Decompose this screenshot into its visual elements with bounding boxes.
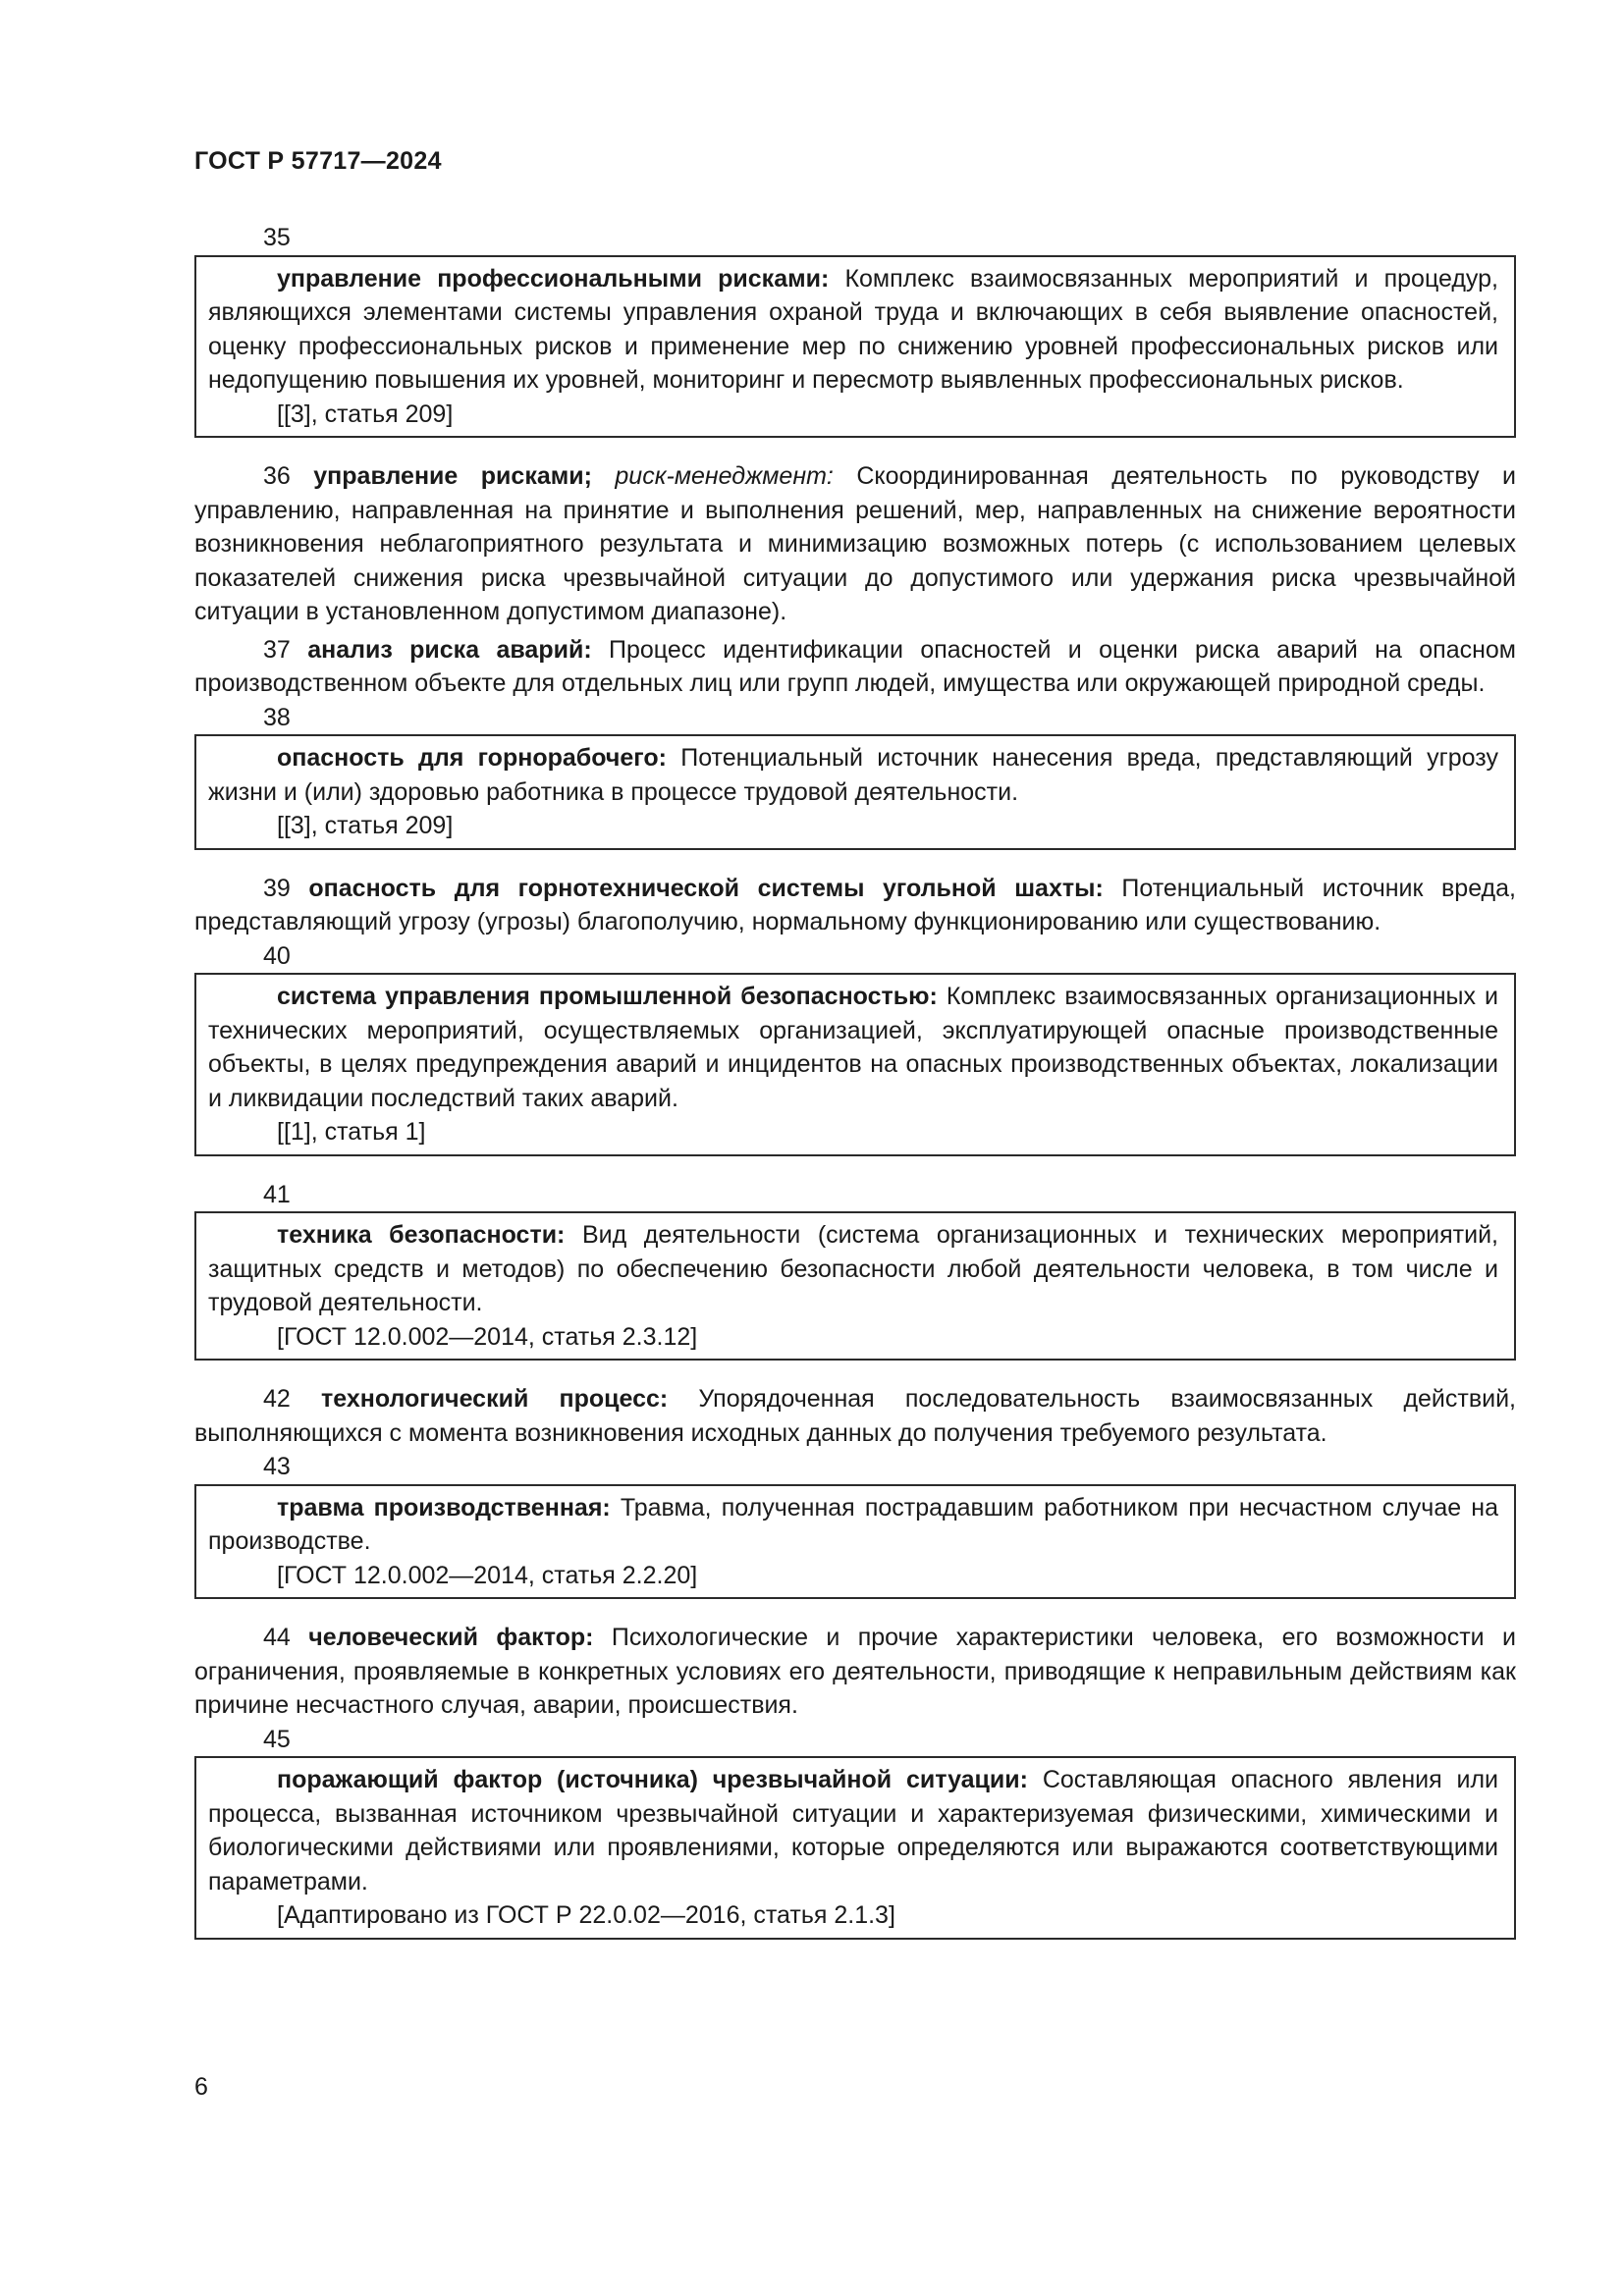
term-source: [Адаптировано из ГОСТ Р 22.0.02—2016, статья 2.1.3] xyxy=(277,1901,895,1929)
term-title: система управления промышленной безопасностью: xyxy=(277,983,938,1010)
term-title: опасность для горнорабочего: xyxy=(277,744,667,772)
term-title: управление профессиональными рисками: xyxy=(277,264,830,293)
quoted-term-box xyxy=(194,734,1516,850)
entry-number: 43 xyxy=(263,1453,291,1480)
term-title: техника безопасности: xyxy=(277,1221,566,1249)
document-header: ГОСТ Р 57717—2024 xyxy=(194,147,442,175)
term-title: человеческий фактор: xyxy=(308,1624,594,1651)
term-source: [[1], статья 1] xyxy=(277,1118,426,1146)
term-definition: поражающий фактор (источника) чрезвычайной ситуации: Составляющая опасного явления или процесса, вызванная источником чрезвычайной ситуации и характеризуемая физическими, химическими и биологическими действиями или проявлениями, которые определяются или выражаются соответствующими параметрами. xyxy=(208,1766,1499,1896)
entry-number: 35 xyxy=(263,224,291,251)
term-definition: 36 управление рисками; риск-менеджмент: Скоординированная деятельность по руководству и управлению, направленная на принятие и выполнения решений, мер, направленных на снижение вероятности возникновения неблагоприятного результата и минимизацию возможных потерь (с использованием целевых показателей снижения риска чрезвычайной ситуации до допустимого или удержания риска чрезвычайной ситуации в установленном допустимом диапазоне). xyxy=(194,462,1517,625)
page-number: 6 xyxy=(194,2073,208,2101)
entry-number: 38 xyxy=(263,703,291,731)
terms-list xyxy=(194,221,1516,1940)
quoted-term-box xyxy=(194,255,1516,439)
term-definition: 44 человеческий фактор: Психологические и прочие характеристики человека, его возможности и ограничения, проявляемые в конкретных условиях его деятельности, приводящие к неправильным действиям как причине несчастного случая, аварии, происшествия. xyxy=(194,1624,1516,1719)
term-definition: травма производственная: Травма, полученная пострадавшим работником при несчастном случае на производстве. xyxy=(208,1493,1498,1555)
term-definition: 42 технологический процесс: Упорядоченная последовательность взаимосвязанных действий, выполняющихся с момента возникновения исходных данных до получения требуемого результата. xyxy=(194,1385,1517,1447)
entry-number: 37 xyxy=(263,635,308,664)
term-definition: система управления промышленной безопасностью: Комплекс взаимосвязанных организационных и технических мероприятий, осуществляемых организацией, эксплуатирующей опасные производственные объекты, в целях предупреждения аварий и инцидентов на опасных производственных объектах, локализации и ликвидации последствий таких аварий. xyxy=(208,983,1498,1112)
term-source: [[3], статья 209] xyxy=(277,400,454,428)
entry-number: 45 xyxy=(263,1725,291,1753)
entry-number: 42 xyxy=(263,1385,321,1413)
term-source: [ГОСТ 12.0.002—2014, статья 2.2.20] xyxy=(277,1561,698,1589)
quoted-term-box xyxy=(194,1484,1516,1600)
term-definition: 37 анализ риска аварий: Процесс идентификации опасностей и оценки риска аварий на опасном производственном объекте для отдельных лиц или групп людей, имущества или окружающей природной среды. xyxy=(194,635,1516,697)
entry-number: 40 xyxy=(263,941,291,970)
term-synonym: риск-менеджмент: xyxy=(591,462,834,490)
term-source: [ГОСТ 12.0.002—2014, статья 2.3.12] xyxy=(277,1322,698,1351)
term-source: [[3], статья 209] xyxy=(277,812,454,839)
term-title: технологический процесс: xyxy=(321,1385,669,1413)
quoted-term-box xyxy=(194,973,1516,1156)
term-definition: опасность для горнорабочего: Потенциальный источник нанесения вреда, представляющий угрозу жизни и (или) здоровью работника в процессе трудовой деятельности. xyxy=(208,744,1498,806)
entry-number: 36 xyxy=(263,462,314,490)
entry-number: 39 xyxy=(263,874,309,902)
term-definition: техника безопасности: Вид деятельности (система организационных и технических мероприятий, защитных средств и методов) по обеспечению безопасности любой деятельности человека, в том числе и трудовой деятельности. xyxy=(208,1221,1498,1316)
term-definition: 39 опасность для горнотехнической системы угольной шахты: Потенциальный источник вреда, представляющий угрозу (угрозы) благополучию, нормальному функционированию или существованию. xyxy=(194,874,1516,935)
term-title: анализ риска аварий: xyxy=(307,635,592,664)
quoted-term-box xyxy=(194,1211,1516,1361)
term-definition: управление профессиональными рисками: Комплекс взаимосвязанных мероприятий и процедур, являющихся элементами системы управления охраной труда и включающих в себя выявление опасностей, оценку профессиональных рисков и применение мер по снижению уровней профессиональных рисков или недопущению повышения их уровней, мониторинг и пересмотр выявленных профессиональных рисков. xyxy=(208,264,1498,394)
term-title: управление рисками; xyxy=(313,462,592,490)
term-title: поражающий фактор (источника) чрезвычайной ситуации: xyxy=(277,1766,1028,1793)
quoted-term-box xyxy=(194,1756,1516,1940)
term-title: опасность для горнотехнической системы угольной шахты: xyxy=(308,874,1104,902)
entry-number: 41 xyxy=(263,1180,291,1208)
term-title: травма производственная: xyxy=(277,1493,611,1522)
entry-number: 44 xyxy=(263,1624,309,1651)
